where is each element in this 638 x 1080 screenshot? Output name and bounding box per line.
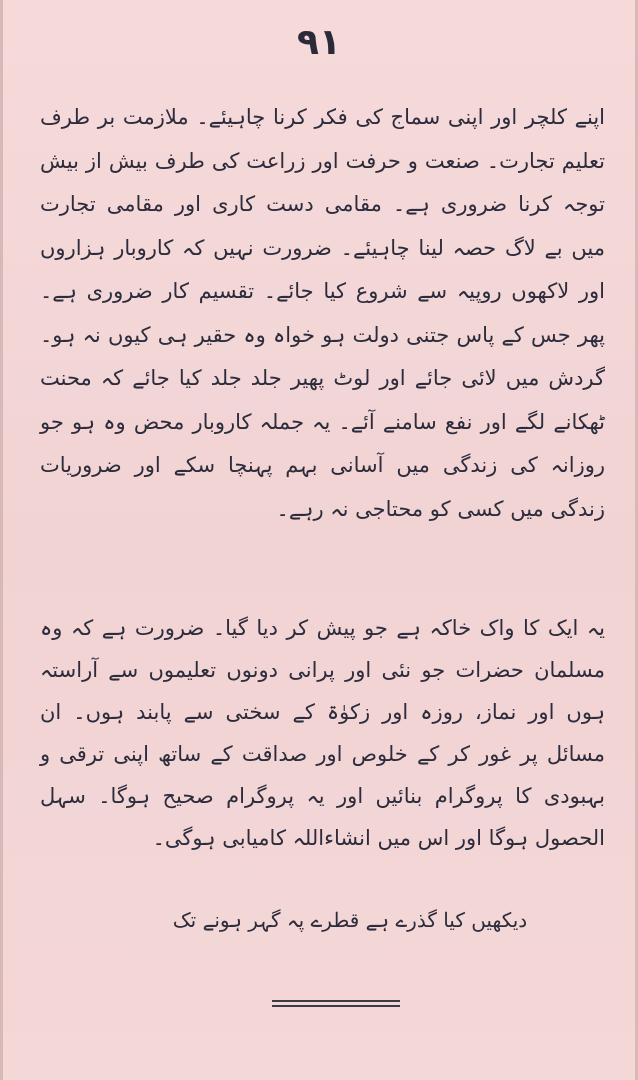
paragraph-1: اپنے کلچر اور اپنی سماج کی فکر کرنا چاہیئے۔ ملازمت بر طرف تعلیم تجارت۔ صنعت و حرفت اور زراعت کی طرف بیش از بیش توجہ کرنا ضروری ہے۔ مقامی دست کاری اور مقامی تجارت میں بے لاگ حصہ لینا چاہیئے۔ ضرورت نہیں کہ کاروبار ہزاروں اور لاکھوں روپیہ سے شروع کیا جائے۔ تقسیم کار ضروری ہے۔ پھر جس کے پاس جتنی دولت ہو خواہ وہ حقیر ہی کیوں نہ ہو۔ گردش میں لائی جائے اور لوٹ پھیر جلد جلد کیا جائے کہ محنت ٹھکانے لگے اور نفع سامنے آئے۔ یہ جملہ کاروبار محض وہ ہو جو روزانہ کی زندگی میں آسانی بہم پہنچا سکے اور ضروریات زندگی میں کسی کو محتاجی نہ رہے۔ <box>40 105 605 521</box>
closing-verse: دیکھیں کیا گذرے ہے قطرے پہ گہر ہونے تک <box>172 908 528 932</box>
end-rule-bottom <box>272 1005 400 1007</box>
paragraph-2: یہ ایک کا واک خاکہ ہے جو پیش کر دیا گیا۔ ضرورت ہے کہ وہ مسلمان حضرات جو نئی اور پرانی دونوں تعلیموں سے آراستہ ہوں اور نماز، روزہ اور زکوٰۃ کے سختی سے پابند ہوں۔ ان مسائل پر غور کر کے خلوص اور صداقت کے ساتھ اپنی ترقی و بہبودی کا پروگرام بنائیں اور یہ پروگرام صحیح ہوگا۔ سہل الحصول ہوگا اور اس میں انشاءاللہ کامیابی ہوگی۔ <box>40 616 605 850</box>
left-page-edge <box>0 0 3 1080</box>
page-number: ۹۱ <box>297 22 341 63</box>
end-rule-top <box>272 1000 400 1002</box>
